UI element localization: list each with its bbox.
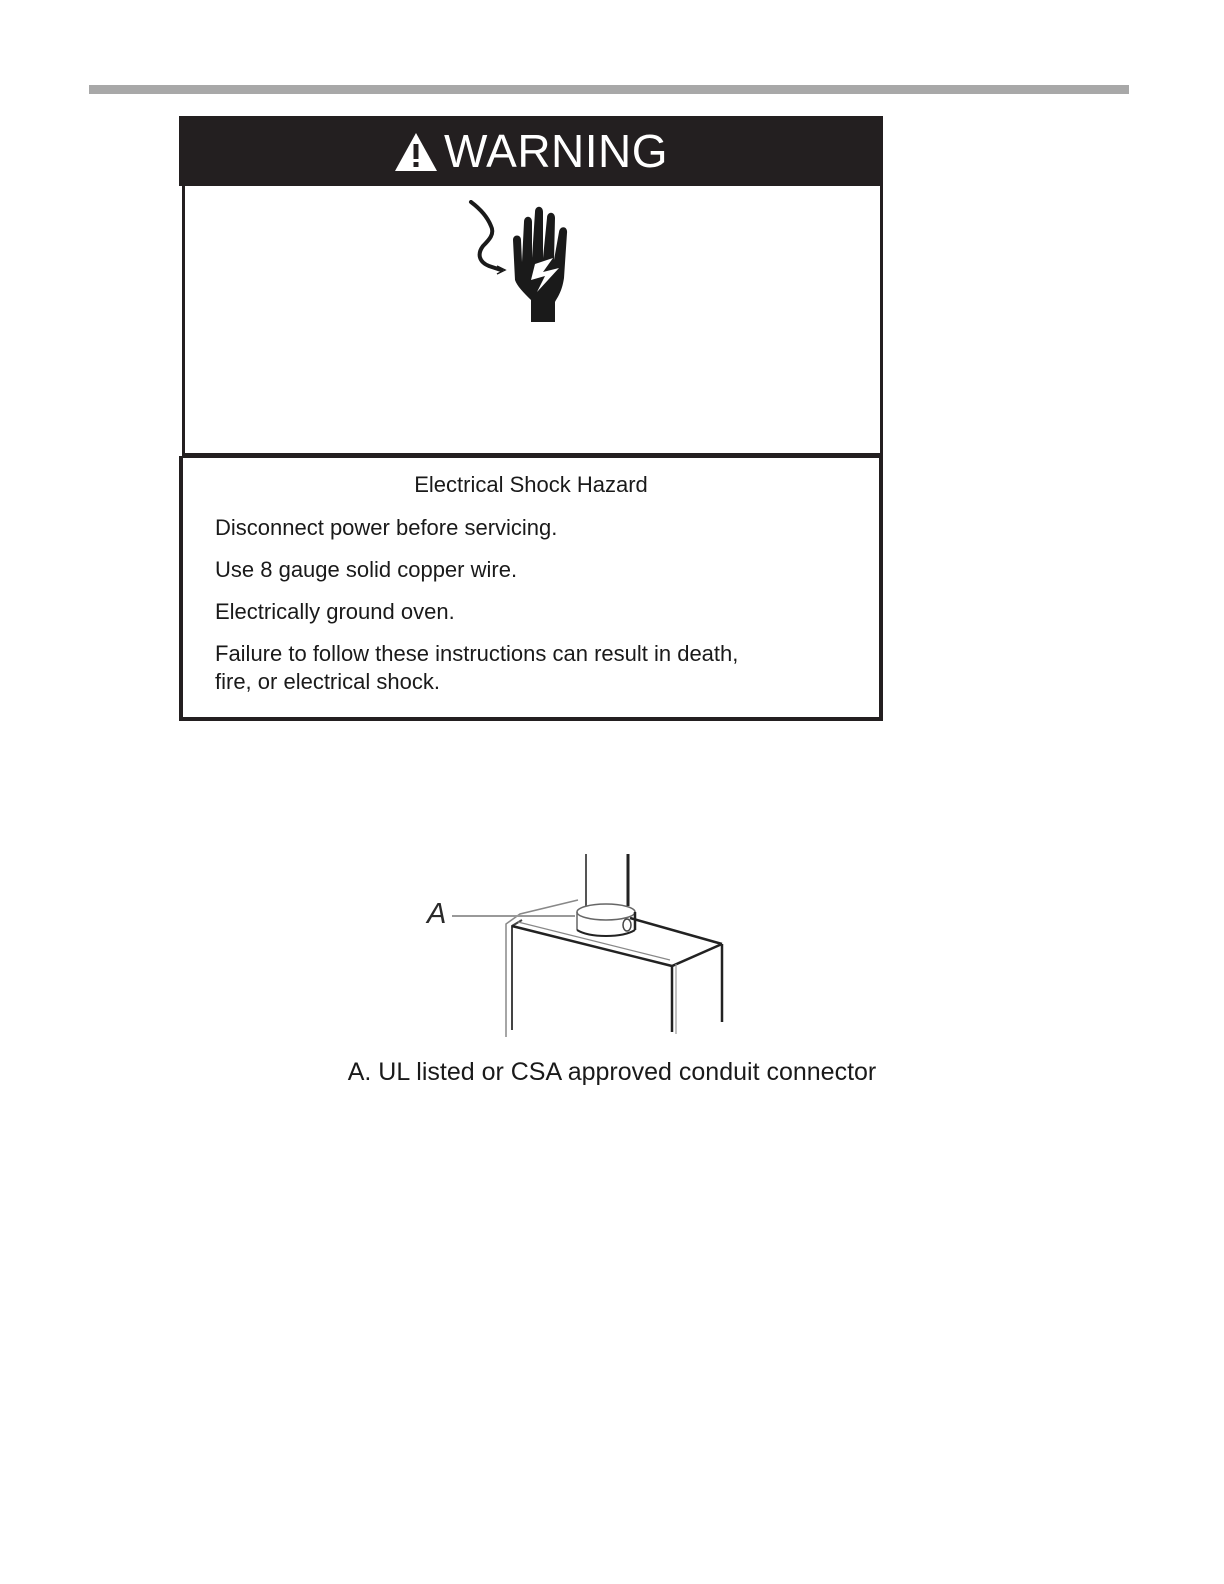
hazard-consequence-line-2: fire, or electrical shock. bbox=[215, 669, 440, 694]
hazard-text-panel bbox=[179, 456, 883, 721]
hazard-consequence-line-1: Failure to follow these instructions can result in death, bbox=[215, 641, 739, 666]
hazard-instruction: Disconnect power before servicing. bbox=[215, 515, 558, 540]
hazard-instruction: Use 8 gauge solid copper wire. bbox=[215, 557, 518, 582]
warning-triangle-icon bbox=[394, 132, 438, 172]
warning-label bbox=[179, 116, 883, 694]
warning-header bbox=[179, 116, 883, 186]
electrical-shock-hand-icon bbox=[465, 200, 585, 325]
hazard-instruction: Electrically ground oven. bbox=[215, 599, 455, 624]
callout-label-a: A bbox=[427, 898, 447, 930]
hazard-symbol-panel bbox=[182, 186, 883, 456]
warning-title: WARNING bbox=[443, 125, 669, 177]
hazard-title: Electrical Shock Hazard bbox=[414, 472, 648, 497]
conduit-connector-diagram bbox=[420, 850, 740, 1040]
diagram-caption: A. UL listed or CSA approved conduit connector bbox=[347, 1058, 877, 1086]
top-divider bbox=[89, 85, 1129, 94]
